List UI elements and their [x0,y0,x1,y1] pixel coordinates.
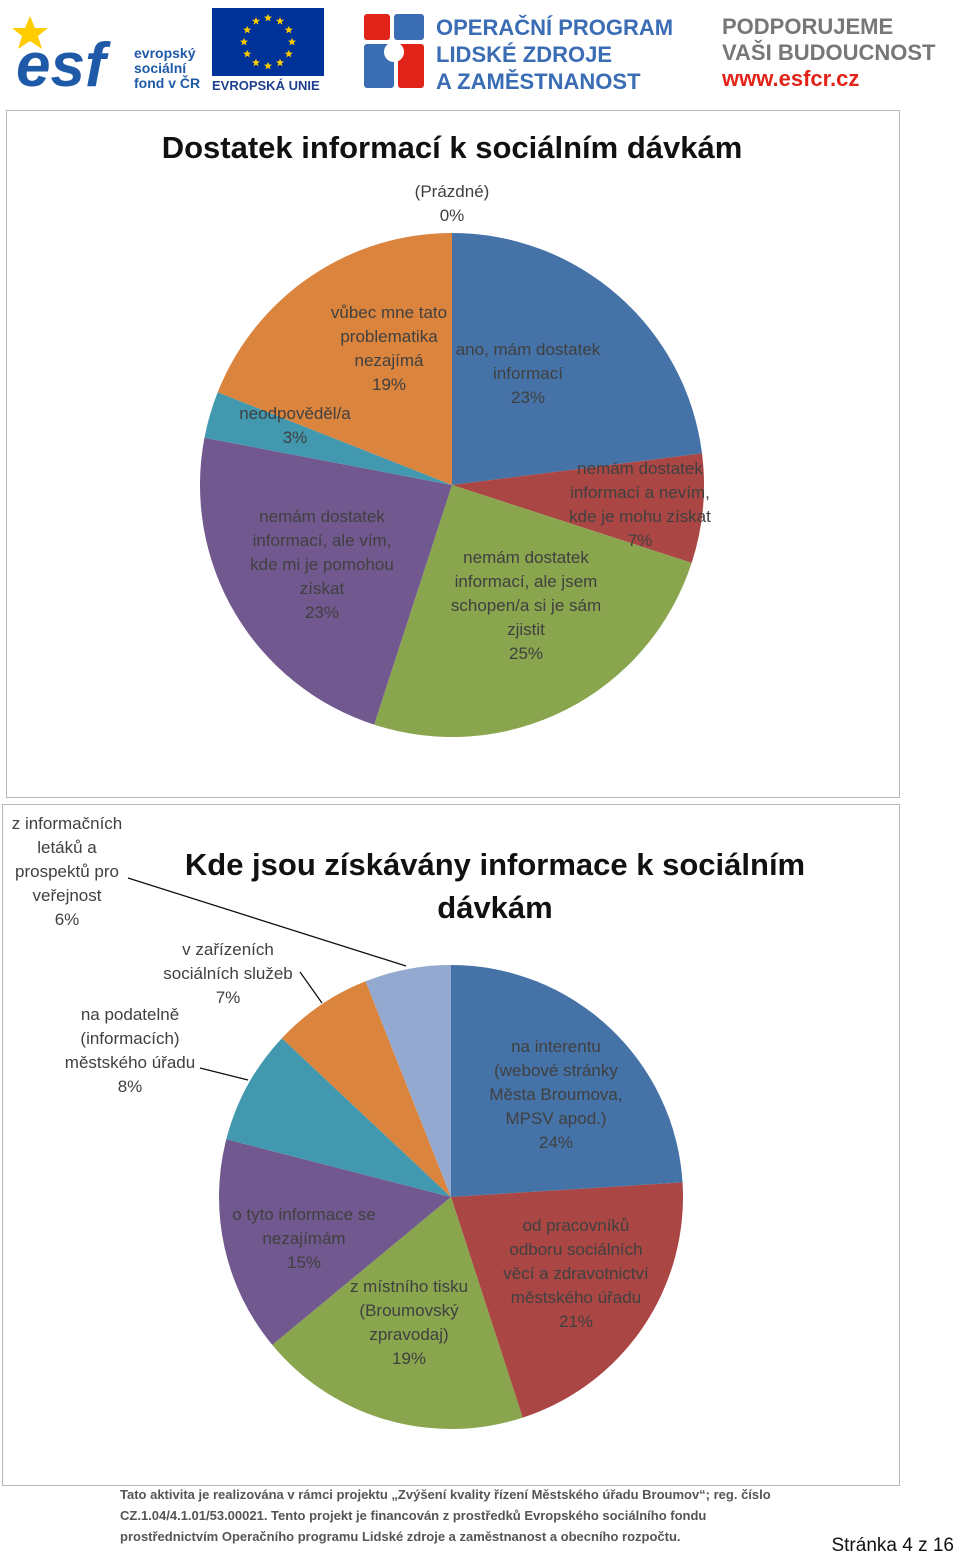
slice-label-1-6: vůbec mne tato problematika nezajímá 19% [330,303,448,394]
page-number: Stránka 4 z 16 [831,1535,954,1556]
slice-label-1-5: neodpověděl/a 3% [239,404,351,447]
footer-line-3: prostřednictvím Operačního programu Lidské zdroje a zaměstnanost a obecního rozpočtu. [120,1529,681,1544]
op-logo-text: OPERAČNÍ PROGRAM LIDSKÉ ZDROJE A ZAMĚSTNANOST [436,15,674,94]
slice-label-2-7: z informačních letáků a prospektů pro veřejnost 6% [11,814,123,929]
pie-slice-2-1 [451,965,683,1197]
slice-label-1-1: ano, mám dostatek informací 23% [455,340,601,407]
footer-line-2: CZ.1.04/4.1.01/53.00021. Tento projekt je financován z prostředků Evropského sociálního fondu [120,1508,707,1523]
esf-small-text: evropský sociální fond v ČR [134,45,201,91]
slice-label-1-2: nemám dostatek informací a nevím, kde je mohu získat 7% [569,459,711,550]
footer-line-1: Tato aktivita je realizována v rámci projektu „Zvýšení kvality řízení Městského úřadu Broumov“; reg. číslo [120,1487,771,1502]
slice-label-2-5: na podatelně (informacích) městského úřadu 8% [64,1005,196,1096]
chart-2-title: Kde jsou získávány informace k sociálním dávkám [184,847,806,925]
slice-label-2-6: v zařízeních sociálních služeb 7% [163,940,293,1007]
eu-caption: EVROPSKÁ UNIE [212,78,320,93]
slogan: PODPORUJEME VAŠI BUDOUCNOST www.esfcr.cz [722,14,936,91]
leader-line-2-5 [200,1068,248,1080]
svg-text:esf: esf [16,31,106,96]
slice-label-1-7: (Prázdné) 0% [414,182,490,225]
footer-notice [120,1484,840,1547]
slice-label-2-4: o tyto informace se nezajímám 15% [232,1205,376,1272]
leader-line-2-6 [300,972,322,1003]
slice-label-2-2: od pracovníků odboru sociálních věcí a zdravotnictví městského úřadu 21% [503,1216,649,1331]
slice-label-2-1: na interentu (webové stránky Města Broumova, MPSV apod.) 24% [489,1037,623,1152]
slice-label-2-3: z místního tisku (Broumovský zpravodaj) 19% [349,1277,469,1368]
slice-label-1-3: nemám dostatek informací, ale jsem schopen/a si je sám zjistit 25% [450,548,602,663]
slice-label-1-4: nemám dostatek informací, ale vím, kde mi je pomohou získat 23% [250,507,394,622]
chart-1-title: Dostatek informací k sociálním dávkám [161,130,743,165]
